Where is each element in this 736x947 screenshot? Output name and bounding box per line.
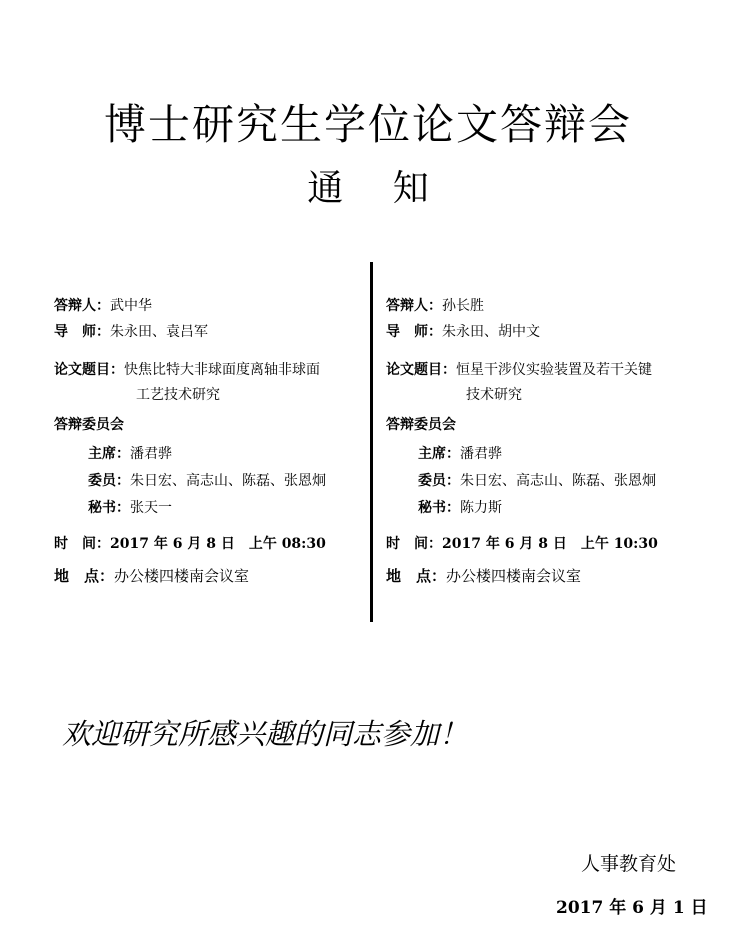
left-members-row (88, 472, 326, 490)
left-thesis-line1: 快焦比特大非球面度离轴非球面 (124, 362, 320, 378)
place-label: 地 点： (54, 567, 115, 585)
left-thesis-line2: 工艺技术研究 (136, 387, 220, 403)
right-thesis-line2: 技术研究 (466, 387, 522, 403)
right-time-value: 2017 年 6 月 8 日 上午 10:30 (442, 536, 658, 552)
candidate-label: 答辩人： (54, 298, 110, 314)
right-advisor-names: 朱永田、胡中文 (442, 324, 540, 340)
candidate-label: 答辩人： (386, 298, 442, 314)
left-members-names: 朱日宏、高志山、陈磊、张恩炯 (130, 473, 326, 489)
left-candidate-row (54, 297, 152, 315)
right-place-value: 办公楼四楼南会议室 (446, 567, 582, 585)
left-advisor-names: 朱永田、袁吕军 (110, 324, 208, 340)
right-candidate-row (386, 297, 484, 315)
right-time-row (386, 535, 658, 553)
right-members-names: 朱日宏、高志山、陈磊、张恩炯 (460, 473, 656, 489)
chair-label: 主席： (88, 446, 130, 462)
right-place-row (386, 567, 581, 585)
chair-label: 主席： (418, 446, 460, 462)
issuer-name: 人事教育处 (581, 853, 677, 875)
right-committee-heading: 答辩委员会 (386, 417, 456, 433)
right-members-row (418, 472, 656, 490)
left-secretary-name: 张天一 (130, 500, 172, 516)
advisor-label: 导 师： (54, 324, 110, 340)
members-label: 委员： (418, 473, 460, 489)
left-thesis-row (54, 361, 320, 379)
welcome-message: 欢迎研究所感兴趣的同志参加！ (62, 717, 469, 751)
column-divider (370, 262, 373, 622)
right-chair-row (418, 445, 502, 463)
secretary-label: 秘书： (418, 500, 460, 516)
right-candidate-name: 孙长胜 (442, 298, 484, 314)
left-time-row (54, 535, 326, 553)
advisor-label: 导 师： (386, 324, 442, 340)
right-thesis-line1: 恒星干涉仪实验装置及若干关键 (456, 362, 652, 378)
notice-title: 博士研究生学位论文答辩会 (103, 100, 632, 149)
thesis-label: 论文题目： (54, 362, 124, 378)
right-advisor-row (386, 323, 540, 341)
left-chair-row (88, 445, 172, 463)
members-label: 委员： (88, 473, 130, 489)
left-place-row (54, 567, 249, 585)
left-time-value: 2017 年 6 月 8 日 上午 08:30 (110, 536, 326, 552)
left-committee-heading: 答辩委员会 (54, 417, 124, 433)
right-secretary-name: 陈力斯 (460, 500, 502, 516)
left-advisor-row (54, 323, 208, 341)
issue-date: 2017 年 6 月 1 日 (556, 898, 708, 918)
notice-subtitle: 通 知 (307, 168, 429, 209)
left-place-value: 办公楼四楼南会议室 (114, 567, 250, 585)
left-chair-name: 潘君骅 (130, 446, 172, 462)
thesis-label: 论文题目： (386, 362, 456, 378)
time-label: 时 间： (54, 536, 110, 552)
right-secretary-row (418, 499, 502, 517)
right-chair-name: 潘君骅 (460, 446, 502, 462)
time-label: 时 间： (386, 536, 442, 552)
right-thesis-row (386, 361, 652, 379)
place-label: 地 点： (386, 567, 447, 585)
secretary-label: 秘书： (88, 500, 130, 516)
left-candidate-name: 武中华 (110, 298, 152, 314)
left-secretary-row (88, 499, 172, 517)
